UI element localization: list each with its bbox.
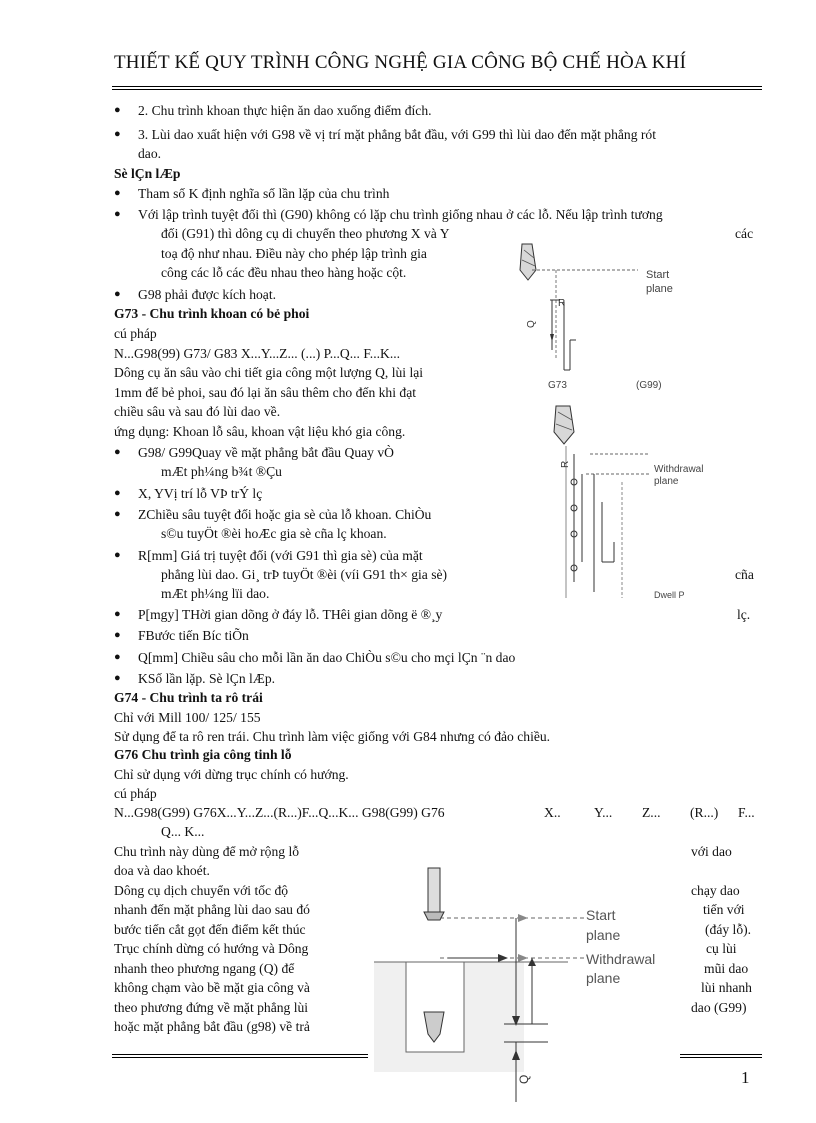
- g73-desc-3: chiều sâu và sau đó lùi dao về.: [114, 404, 281, 419]
- withdrawal-plane-label-2: plane: [654, 476, 679, 487]
- bullet-icon: ●: [114, 187, 121, 199]
- fig1-caption-right: (G99): [636, 380, 662, 391]
- g73-param-k: KSố lần lặp. Sè lÇn lÆp.: [138, 671, 276, 686]
- g73-param-r-cont: phẳng lùi dao. Gi¸ trÞ tuyÖt ®èi (víi G91 th× gia sè): [161, 567, 448, 582]
- figure-withdrawal-svg: [526, 402, 718, 598]
- g76-desc-5: bước tiến cắt gọt đến điểm kết thúc: [114, 922, 306, 937]
- repeat-item-2-cont2: toạ độ như nhau. Điều này cho phép lập trình gia: [161, 246, 427, 261]
- g76-syntax-x: X..: [544, 805, 561, 820]
- repeat-item-3: G98 phải được kích hoạt.: [138, 287, 277, 302]
- g76-desc-2: doa và dao khoét.: [114, 863, 210, 878]
- withdrawal-plane-label: Withdrawal: [586, 951, 656, 967]
- g73-application: ứng dụng: Khoan lỗ sâu, khoan vật liệu khó gia công.: [114, 424, 406, 439]
- g76-desc-right-7: mũi dao: [704, 961, 749, 976]
- g76-desc-4: nhanh đến mặt phẳng lùi dao sau đó: [114, 902, 310, 917]
- g73-heading: G73 - Chu trình khoan có bẻ phoi: [114, 306, 310, 321]
- r-label: R: [560, 460, 571, 468]
- g73-param-r-cont2: mÆt ph¼ng lïi dao.: [161, 586, 270, 601]
- figure-g76-svg: [368, 862, 676, 1112]
- bullet-icon: ●: [114, 672, 121, 684]
- bullet-icon: ●: [114, 128, 121, 140]
- repeat-item-2: Với lập trình tuyệt đối thì (G90) không có lặp chu trình giống nhau ở các lỗ. Nếu lập trình tương: [138, 207, 663, 222]
- figure-g73-svg: [508, 230, 730, 400]
- g76-desc-1: Chu trình này dùng để mở rộng lỗ: [114, 844, 300, 859]
- g76-syntax-y: Y...: [594, 805, 613, 820]
- g73-param-f: FBước tiến Bíc tiÕn: [138, 628, 249, 643]
- g76-syntax-left: N...G98(G99) G76X...Y...Z...(R...)F...Q...K... G98(G99) G76: [114, 805, 445, 820]
- g73-param-xy: X, YVị trí lỗ VÞ trÝ lç: [138, 486, 263, 501]
- g74-line-1: Chỉ với Mill 100/ 125/ 155: [114, 710, 261, 725]
- g76-desc-8: không chạm vào bề mặt gia công và: [114, 980, 310, 995]
- repeat-item-2-cont3: công các lỗ các đều nhau theo hàng hoặc cột.: [161, 265, 407, 280]
- footer-rule-right: [680, 1054, 762, 1060]
- g76-syntax-cont: Q... K...: [161, 824, 205, 839]
- figure-g76-diagram: [368, 862, 676, 1112]
- figure-withdrawal-diagram: [526, 402, 718, 598]
- bullet-icon: ●: [114, 487, 121, 499]
- repeat-item-2-cont: đối (G91) thì dông cụ di chuyển theo phương X và Y: [161, 226, 450, 241]
- bullet-icon: ●: [114, 446, 121, 458]
- bullet-icon: ●: [114, 549, 121, 561]
- g73-param-g98: G98/ G99Quay về mặt phẳng bắt đầu Quay vÒ: [138, 445, 394, 460]
- g73-param-z: ZChiều sâu tuyệt đối hoặc gia sè của lỗ khoan. ChiÒu: [138, 507, 432, 522]
- g76-syntax-f: F...: [738, 805, 755, 820]
- g73-syntax-label: cú pháp: [114, 326, 157, 341]
- start-plane-label-2: plane: [586, 927, 621, 943]
- figure-g73-diagram: [508, 230, 730, 400]
- g76-heading: G76 Chu trình gia công tinh lỗ: [114, 747, 292, 762]
- bullet-icon: ●: [114, 104, 121, 116]
- withdrawal-plane-label-2: plane: [586, 970, 621, 986]
- g73-desc-2: 1mm để bẻ phoi, sau đó lại ăn sâu thêm cho đến khi đạt: [114, 385, 417, 400]
- withdrawal-plane-label: Withdrawal: [654, 464, 704, 475]
- q-label: Q: [526, 320, 537, 328]
- repeat-heading: Sè lÇn lÆp: [114, 166, 181, 181]
- g76-desc-3: Dông cụ dịch chuyển với tốc độ: [114, 883, 289, 898]
- g76-desc-right-5: (đáy lỗ).: [705, 922, 752, 937]
- header-rule-top: [112, 86, 762, 87]
- g73-desc-1: Dông cụ ăn sâu vào chi tiết gia công một lượng Q, lùi lại: [114, 365, 424, 380]
- start-plane-label-2: plane: [646, 283, 673, 295]
- g74-heading: G74 - Chu trình ta rô trái: [114, 690, 263, 705]
- g73-param-z-cont: s©u tuyÖt ®èi hoÆc gia sè cña lç khoan.: [161, 526, 387, 541]
- g73-param-p: P[mgy] THời gian dõng ở đáy lỗ. THêi gian dõng ë ®¸y: [138, 607, 443, 622]
- g76-line-1: Chỉ sử dụng với dừng trục chính có hướng.: [114, 767, 349, 782]
- footer-rule-left: [112, 1054, 368, 1060]
- g76-desc-9: theo phương đứng về mặt phẳng lùi: [114, 1000, 309, 1015]
- bullet-icon: ●: [114, 288, 121, 300]
- g73-param-r-cont-right: cña: [735, 567, 754, 582]
- g76-desc-right-6: cụ lùi: [706, 941, 737, 956]
- page-number: 1: [741, 1068, 750, 1087]
- g74-line-2: Sử dụng để ta rô ren trái. Chu trình làm việc giống với G84 nhưng có đảo chiều.: [114, 729, 551, 744]
- intro-item-2: 2. Chu trình khoan thực hiện ăn dao xuống điểm đích.: [138, 103, 432, 118]
- g76-desc-6: Trục chính dừng có hướng và Dông: [114, 941, 309, 956]
- q-label: Q: [517, 1074, 531, 1084]
- g76-desc-right-8: lùi nhanh: [701, 980, 752, 995]
- g76-syntax-r: (R...): [690, 805, 719, 820]
- bullet-icon: ●: [114, 208, 121, 220]
- repeat-item-1: Tham số K định nghĩa số lần lặp của chu trình: [138, 186, 390, 201]
- g76-desc-10: hoặc mặt phẳng bắt đầu (g98) về trả: [114, 1019, 310, 1034]
- bullet-icon: ●: [114, 651, 121, 663]
- bullet-icon: ●: [114, 629, 121, 641]
- start-plane-label: Start: [646, 269, 670, 281]
- r-label: R: [558, 298, 566, 309]
- header-rule-bottom: [112, 89, 762, 90]
- g73-param-r: R[mm] Giá trị tuyệt đối (với G91 thì gia sè) của mặt: [138, 548, 423, 563]
- bullet-icon: ●: [114, 608, 121, 620]
- intro-item-3: 3. Lùi dao xuất hiện với G98 về vị trí mặt phẳng bắt đầu, với G99 thì lùi dao đến mặt phẳng rót: [138, 127, 657, 142]
- dwell-label: Dwell P: [654, 590, 685, 598]
- start-plane-label: Start: [586, 907, 616, 923]
- g76-desc-right-1: với dao: [691, 844, 732, 859]
- g73-syntax: N...G98(99) G73/ G83 X...Y...Z... (...) P...Q... F...K...: [114, 346, 401, 361]
- g76-desc-right-4: tiến với: [703, 902, 745, 917]
- intro-item-3-cont: dao.: [138, 146, 162, 161]
- g76-desc-7: nhanh theo phương ngang (Q) để: [114, 961, 295, 976]
- g76-desc-right-9: dao (G99): [691, 1000, 747, 1015]
- g73-param-p-right: lç.: [737, 607, 751, 622]
- g76-desc-right-3: chạy dao: [691, 883, 740, 898]
- g73-param-g98-cont: mÆt ph¼ng b¾t ®Çu: [161, 464, 282, 479]
- header-title: THIẾT KẾ QUY TRÌNH CÔNG NGHỆ GIA CÔNG BỘ CHẾ HÒA KHÍ: [114, 52, 687, 73]
- g73-param-q: Q[mm] Chiều sâu cho mỗi lần ăn dao ChiÒu s©u cho mçi lÇn ¨n dao: [138, 650, 516, 665]
- bullet-icon: ●: [114, 508, 121, 520]
- fig1-caption-left: G73: [548, 380, 567, 391]
- g76-syntax-z: Z...: [642, 805, 661, 820]
- repeat-item-2-cont-right: các: [735, 226, 754, 241]
- g76-syntax-label: cú pháp: [114, 786, 157, 801]
